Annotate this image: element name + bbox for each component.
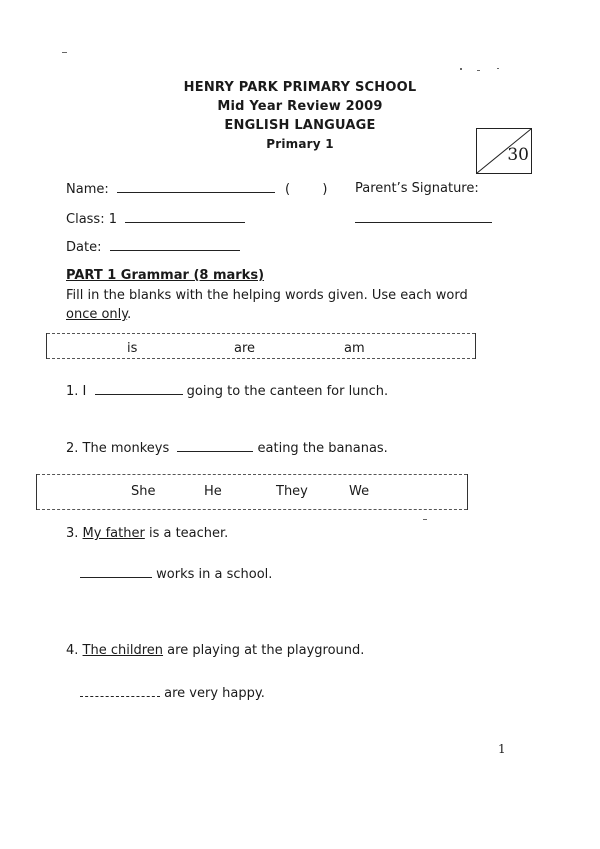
question-3-answer-text: works in a school. — [156, 567, 273, 582]
subject-title: ENGLISH LANGUAGE — [224, 118, 376, 133]
date-blank[interactable] — [110, 239, 240, 251]
word-option-she: She — [131, 484, 156, 499]
word-box-helping-verbs — [46, 333, 476, 359]
name-row — [66, 181, 327, 197]
question-3-text: is a teacher. — [148, 526, 229, 541]
question-3-number: 3. — [66, 526, 79, 541]
parent-signature-label: Parent’s Signature: — [355, 181, 479, 196]
score-box — [476, 128, 532, 174]
question-4-answer-text: are very happy. — [164, 686, 265, 701]
word-option-we: We — [349, 484, 370, 499]
word-option-is: is — [127, 341, 138, 356]
once-only-emphasis: once only — [66, 307, 128, 322]
class-label: Class: 1 — [66, 212, 117, 227]
scan-speck — [460, 68, 462, 70]
question-4 — [66, 643, 364, 658]
parent-signature-blank[interactable] — [355, 222, 492, 223]
question-1-blank[interactable] — [95, 383, 183, 395]
question-3-answer-line — [80, 566, 272, 582]
question-4-number: 4. — [66, 643, 79, 658]
scan-speck — [62, 52, 67, 53]
word-option-are: are — [234, 341, 256, 356]
question-2-text: eating the bananas. — [257, 441, 388, 456]
scan-speck — [477, 70, 480, 71]
date-label: Date: — [66, 240, 102, 255]
scan-speck — [497, 68, 499, 69]
question-1-prefix: 1. I — [66, 384, 87, 399]
word-option-he: He — [204, 484, 222, 499]
part1-instruction-line2 — [66, 307, 131, 322]
name-blank[interactable] — [117, 181, 275, 193]
score-total: 30 — [507, 145, 529, 165]
question-4-subject: The children — [82, 643, 164, 658]
word-box-pronouns — [36, 474, 468, 510]
instruction-period: . — [127, 307, 132, 322]
question-1-text: going to the canteen for lunch. — [186, 384, 389, 399]
scan-speck — [423, 519, 427, 520]
question-4-answer-line — [80, 685, 265, 701]
index-open-paren: ( — [285, 182, 291, 197]
name-label: Name: — [66, 182, 109, 197]
question-4-text: are playing at the playground. — [167, 643, 365, 658]
index-close-paren: ) — [322, 182, 328, 197]
class-row — [66, 211, 245, 227]
part1-instruction: Fill in the blanks with the helping words given. Use each word — [66, 288, 468, 303]
question-1 — [66, 383, 388, 399]
exam-title: Mid Year Review 2009 — [217, 99, 383, 114]
question-2 — [66, 440, 388, 456]
page-number: 1 — [498, 742, 506, 756]
question-3-blank[interactable] — [80, 566, 152, 578]
class-blank[interactable] — [125, 211, 245, 223]
word-option-am: am — [344, 341, 365, 356]
question-2-blank[interactable] — [177, 440, 253, 452]
part1-title: PART 1 Grammar (8 marks) — [66, 268, 265, 283]
question-3 — [66, 526, 228, 541]
level-title: Primary 1 — [266, 137, 334, 151]
question-2-prefix: 2. The monkeys — [66, 441, 170, 456]
question-3-subject: My father — [82, 526, 145, 541]
question-4-blank[interactable] — [80, 685, 160, 697]
school-name: HENRY PARK PRIMARY SCHOOL — [183, 80, 417, 95]
word-option-they: They — [276, 484, 308, 499]
date-row — [66, 239, 240, 255]
